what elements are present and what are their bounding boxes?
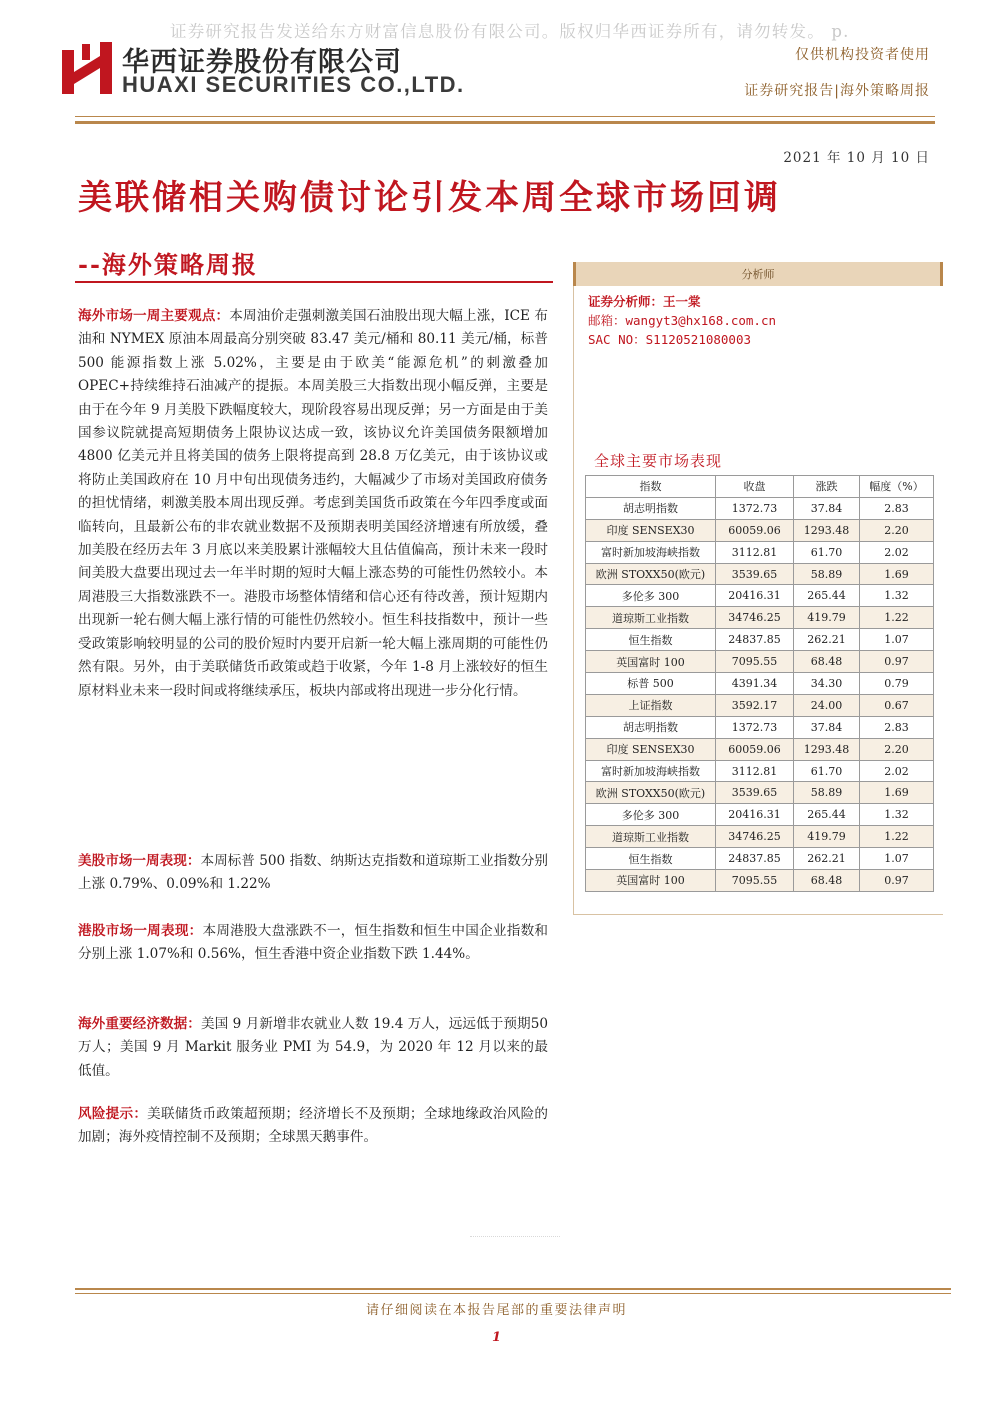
- table-row: [586, 694, 934, 716]
- change-pct-cell: 1.32: [860, 585, 934, 607]
- index-name-cell: 富时新加坡海峡指数: [586, 541, 716, 563]
- header-divider: [75, 116, 935, 117]
- footer-divider: [75, 1288, 951, 1290]
- market-performance-table: [585, 475, 934, 892]
- index-name-cell: 多伦多 300: [586, 585, 716, 607]
- index-name-cell: 道琼斯工业指数: [586, 607, 716, 629]
- footer-divider-thin: [75, 1293, 951, 1294]
- change-pct-cell: 1.07: [860, 629, 934, 651]
- change-cell: 37.84: [794, 497, 860, 519]
- table-row: [586, 826, 934, 848]
- paragraph-text: 美联储货币政策超预期；经济增长不及预期；全球地缘政治风险的加剧；海外疫情控制不及预期；全球黑天鹅事件。: [78, 1106, 549, 1146]
- table-row: [586, 804, 934, 826]
- table-row: [586, 629, 934, 651]
- change-cell: 1293.48: [794, 519, 860, 541]
- table-row: [586, 760, 934, 782]
- key-views-paragraph: [78, 305, 548, 703]
- change-pct-cell: 2.83: [860, 716, 934, 738]
- change-cell: 68.48: [794, 651, 860, 673]
- change-pct-cell: 2.20: [860, 519, 934, 541]
- analyst-email: 邮箱：wangyt3@hx168.com.cn: [588, 313, 777, 328]
- economic-data-paragraph: [78, 1013, 548, 1083]
- index-name-cell: 恒生指数: [586, 848, 716, 870]
- report-type-label: 证券研究报告|海外策略周报: [744, 83, 930, 99]
- close-cell: 4391.34: [716, 673, 794, 695]
- decorative-dotted-line: [470, 1236, 560, 1237]
- change-pct-cell: 1.69: [860, 782, 934, 804]
- us-market-paragraph: [78, 850, 548, 897]
- table-row: [586, 541, 934, 563]
- index-name-cell: 胡志明指数: [586, 716, 716, 738]
- table-row: [586, 585, 934, 607]
- paragraph-text: 本周标普 500 指数、纳斯达克指数和道琼斯工业指数分别上涨 0.79%、0.09%和 1.22%: [78, 853, 549, 893]
- close-cell: 7095.55: [716, 870, 794, 892]
- change-pct-cell: 1.22: [860, 607, 934, 629]
- watermark-text: 证券研究报告发送给东方财富信息股份有限公司。版权归华西证券所有，请勿转发。 p.: [170, 22, 850, 41]
- paragraph-lead: 海外重要经济数据：: [78, 1016, 201, 1032]
- analyst-sac-number: SAC NO：S1120521080003: [588, 332, 752, 347]
- close-cell: 3539.65: [716, 563, 794, 585]
- close-cell: 34746.25: [716, 607, 794, 629]
- change-cell: 419.79: [794, 826, 860, 848]
- table-row: [586, 782, 934, 804]
- close-cell: 24837.85: [716, 848, 794, 870]
- close-cell: 60059.06: [716, 519, 794, 541]
- paragraph-text: 本周港股大盘涨跌不一，恒生指数和恒生中国企业指数和分别上涨 1.07%和 0.56%，恒生香港中资企业指数下跌 1.44%。: [78, 923, 549, 963]
- header-divider-thick: [75, 121, 935, 124]
- change-pct-cell: 2.02: [860, 760, 934, 782]
- paragraph-text: 美国 9 月新增非农就业人数 19.4 万人，远远低于预期50万人；美国 9 月 Markit 服务业 PMI 为 54.9，为 2020 年 12 月以来的最低值。: [78, 1016, 548, 1079]
- index-name-cell: 英国富时 100: [586, 651, 716, 673]
- change-pct-cell: 1.32: [860, 804, 934, 826]
- change-cell: 262.21: [794, 629, 860, 651]
- change-cell: 58.89: [794, 563, 860, 585]
- table-row: [586, 519, 934, 541]
- index-name-cell: 富时新加坡海峡指数: [586, 760, 716, 782]
- paragraph-text: 本周油价走强刺激美国石油股出现大幅上涨，ICE 布油和 NYMEX 原油本周最高分别突破 83.47 美元/桶和 80.11 美元/桶，标普 500 能源指数上涨 5.02%，主要是由于欧美“能源危机”的刺激叠加 OPEC+持续维持石油减产的提振。本周美股三大指数出现小幅反弹，主要是由于在今年 9 月美股下跌幅度较大，现阶段容易出现反弹；另一方面是由于美国参议院就提高短期债务上限协议达成一致，该协议允许美国债务限额增加 4800 亿美元并且将美国的债务上限将提高到 28.8 万亿美元，由于该协议或将防止美国政府在 10 月中旬出现债务违约，大幅减少了市场对美国政府债务的担忧情绪，刺激美股本周出现反弹。考虑到美国货币政策在今年四季度或面临转向，且最新公布的非农就业数据不及预期表明美国经济增速有所放缓，叠加美股在经历去年 3 月底以来美股累计涨幅较大且估值偏高，预计未来一段时间美股大盘要出现过去一年半时期的短时大幅上涨态势的可能性仍然较小。本周港股三大指数涨跌不一。港股市场整体情绪和信心还有待改善，预计短期内出现新一轮右侧大幅上涨行情的可能性仍然较小。恒生科技指数中，预计一些受政策影响较明显的公司的股价短时内要开启新一轮大幅上涨周期的可能性仍然有限。另外，由于美联储货币政策或趋于收紧，今年 1-8 月上涨较好的恒生原材料业未来一段时间或将继续承压，板块内部或将出现进一步分化行情。: [78, 308, 549, 699]
- close-cell: 3592.17: [716, 694, 794, 716]
- index-name-cell: 印度 SENSEX30: [586, 738, 716, 760]
- table-row: [586, 607, 934, 629]
- column-header: 幅度（%）: [860, 476, 934, 498]
- close-cell: 1372.73: [716, 497, 794, 519]
- audience-note: 仅供机构投资者使用: [795, 47, 930, 63]
- change-cell: 58.89: [794, 782, 860, 804]
- change-cell: 262.21: [794, 848, 860, 870]
- close-cell: 34746.25: [716, 826, 794, 848]
- index-name-cell: 标普 500: [586, 673, 716, 695]
- change-cell: 37.84: [794, 716, 860, 738]
- index-name-cell: 英国富时 100: [586, 870, 716, 892]
- index-name-cell: 胡志明指数: [586, 497, 716, 519]
- table-row: [586, 848, 934, 870]
- change-cell: 61.70: [794, 760, 860, 782]
- change-cell: 265.44: [794, 804, 860, 826]
- table-row: [586, 870, 934, 892]
- index-name-cell: 欧洲 STOXX50(欧元): [586, 782, 716, 804]
- change-cell: 68.48: [794, 870, 860, 892]
- index-name-cell: 欧洲 STOXX50(欧元): [586, 563, 716, 585]
- change-cell: 265.44: [794, 585, 860, 607]
- close-cell: 20416.31: [716, 585, 794, 607]
- company-name-en: HUAXI SECURITIES CO.,LTD.: [122, 72, 465, 97]
- table-row: [586, 716, 934, 738]
- close-cell: 24837.85: [716, 629, 794, 651]
- change-pct-cell: 2.83: [860, 497, 934, 519]
- index-name-cell: 多伦多 300: [586, 804, 716, 826]
- close-cell: 7095.55: [716, 651, 794, 673]
- change-pct-cell: 2.20: [860, 738, 934, 760]
- change-pct-cell: 0.97: [860, 870, 934, 892]
- table-header-row: [586, 476, 934, 498]
- subtitle-divider: [75, 281, 553, 283]
- paragraph-lead: 海外市场一周主要观点：: [78, 308, 230, 324]
- report-date: 2021 年 10 月 10 日: [783, 150, 930, 166]
- company-name-cn: 华西证券股份有限公司: [122, 47, 402, 78]
- analyst-section-header: [573, 262, 943, 286]
- paragraph-lead: 港股市场一周表现：: [78, 923, 203, 939]
- index-name-cell: 恒生指数: [586, 629, 716, 651]
- paragraph-lead: 风险提示：: [78, 1106, 148, 1122]
- table-row: [586, 673, 934, 695]
- analyst-section-label: 分析师: [741, 268, 775, 281]
- change-pct-cell: 1.22: [860, 826, 934, 848]
- table-row: [586, 497, 934, 519]
- change-pct-cell: 2.02: [860, 541, 934, 563]
- close-cell: 3112.81: [716, 760, 794, 782]
- change-pct-cell: 0.79: [860, 673, 934, 695]
- report-title: 美联储相关购债讨论引发本周全球市场回调: [78, 178, 781, 218]
- change-pct-cell: 0.67: [860, 694, 934, 716]
- change-cell: 24.00: [794, 694, 860, 716]
- change-pct-cell: 0.97: [860, 651, 934, 673]
- analyst-name: 证券分析师：王一棠: [588, 294, 701, 309]
- close-cell: 3112.81: [716, 541, 794, 563]
- market-table-title: 全球主要市场表现: [594, 452, 723, 470]
- change-cell: 419.79: [794, 607, 860, 629]
- table-row: [586, 738, 934, 760]
- risk-warning-paragraph: [78, 1103, 548, 1150]
- change-cell: 34.30: [794, 673, 860, 695]
- index-name-cell: 上证指数: [586, 694, 716, 716]
- column-header: 收盘: [716, 476, 794, 498]
- table-row: [586, 563, 934, 585]
- change-pct-cell: 1.07: [860, 848, 934, 870]
- report-subtitle: --海外策略周报: [78, 250, 258, 279]
- huaxi-logo-icon: [62, 42, 112, 94]
- change-pct-cell: 1.69: [860, 563, 934, 585]
- close-cell: 60059.06: [716, 738, 794, 760]
- close-cell: 20416.31: [716, 804, 794, 826]
- column-header: 指数: [586, 476, 716, 498]
- hk-market-paragraph: [78, 920, 548, 967]
- index-name-cell: 道琼斯工业指数: [586, 826, 716, 848]
- change-cell: 61.70: [794, 541, 860, 563]
- paragraph-lead: 美股市场一周表现：: [78, 853, 201, 869]
- change-cell: 1293.48: [794, 738, 860, 760]
- page-number: 1: [491, 1330, 502, 1345]
- legal-notice: 请仔细阅读在本报告尾部的重要法律声明: [365, 1303, 627, 1318]
- close-cell: 3539.65: [716, 782, 794, 804]
- close-cell: 1372.73: [716, 716, 794, 738]
- index-name-cell: 印度 SENSEX30: [586, 519, 716, 541]
- column-header: 涨跌: [794, 476, 860, 498]
- table-row: [586, 651, 934, 673]
